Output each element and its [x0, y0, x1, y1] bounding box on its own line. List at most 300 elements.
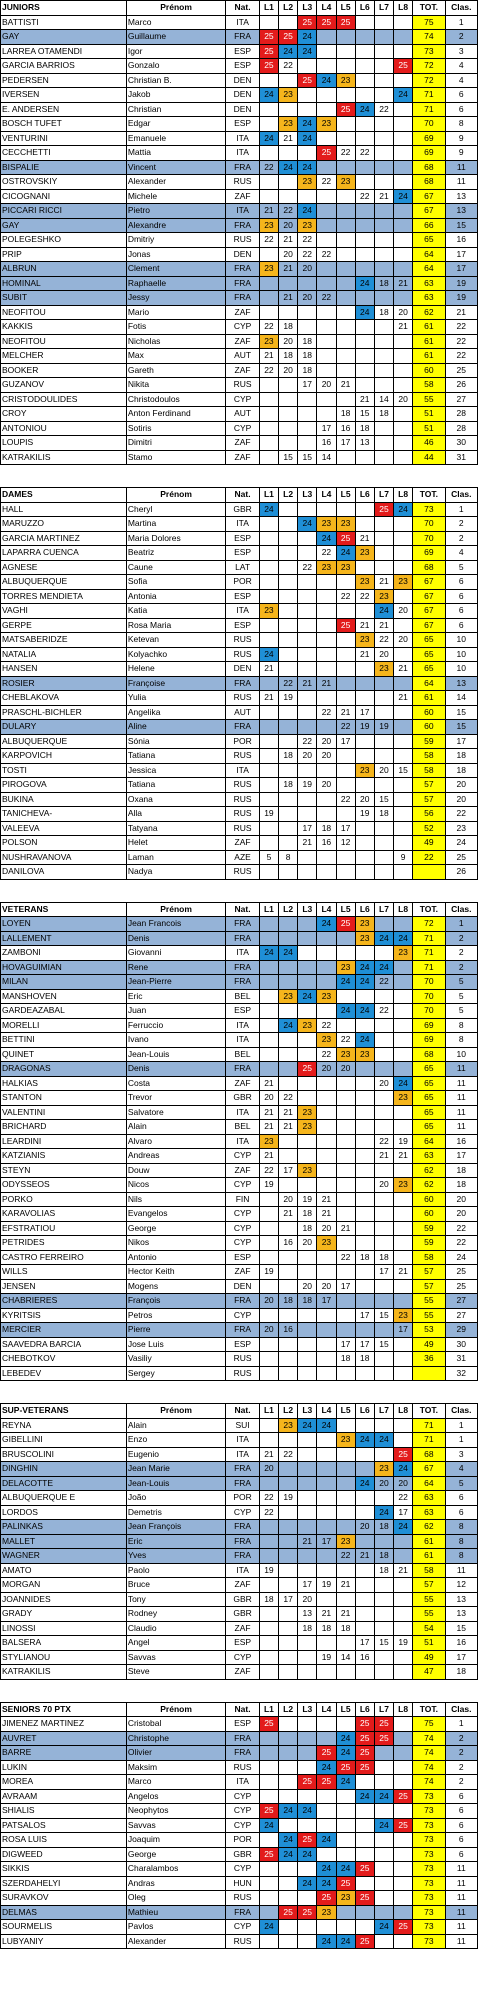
leg-score-cell — [279, 589, 298, 604]
leg-score-cell: 23 — [336, 175, 355, 190]
leg-score-cell — [259, 1775, 278, 1790]
leg-score-cell: 19 — [317, 1650, 336, 1665]
leg-score-cell: 22 — [374, 633, 393, 648]
nationality-cell: RUS — [226, 1760, 260, 1775]
leg-score-cell — [298, 1549, 317, 1564]
leg-score-cell — [394, 917, 413, 932]
rank-cell: 9 — [445, 131, 477, 146]
nationality-cell: ZAF — [226, 836, 260, 851]
leg-score-cell: 21 — [394, 691, 413, 706]
leg-score-cell: 22 — [336, 1549, 355, 1564]
leg-score-cell: 20 — [374, 1476, 393, 1491]
leg-score-cell: 23 — [259, 334, 278, 349]
leg-score-cell: 19 — [259, 1563, 278, 1578]
table-row — [1, 1592, 478, 1607]
leg-score-cell: 24 — [298, 131, 317, 146]
total-cell: 70 — [413, 1004, 445, 1019]
total-cell: 73 — [413, 44, 445, 59]
leg-score-cell — [298, 1563, 317, 1578]
leg-score-cell: 25 — [355, 1731, 374, 1746]
leg-score-cell — [374, 146, 393, 161]
leg-score-cell: 17 — [336, 1337, 355, 1352]
leg-score-cell: 21 — [259, 1120, 278, 1135]
leg-score-cell: 20 — [394, 305, 413, 320]
leg-score-cell: 20 — [317, 1279, 336, 1294]
leg-score-cell — [259, 1862, 278, 1877]
surname-cell: CICOGNANI — [1, 189, 127, 204]
leg-score-cell — [317, 1323, 336, 1338]
leg-score-cell — [336, 807, 355, 822]
leg-score-cell — [298, 276, 317, 291]
leg-score-cell: 22 — [374, 975, 393, 990]
firstname-cell: Oxana — [126, 792, 225, 807]
header-leg: L8 — [394, 488, 413, 503]
table-row — [1, 850, 478, 865]
total-cell: 61 — [413, 1549, 445, 1564]
leg-score-cell — [374, 1607, 393, 1622]
leg-score-cell — [279, 1352, 298, 1367]
rank-cell: 6 — [445, 575, 477, 590]
header-nat: Nat. — [226, 1, 260, 16]
leg-score-cell: 21 — [279, 1120, 298, 1135]
leg-score-cell — [298, 1149, 317, 1164]
leg-score-cell — [374, 531, 393, 546]
header-clas: Clas. — [445, 902, 477, 917]
leg-score-cell: 23 — [298, 1018, 317, 1033]
leg-score-cell: 20 — [394, 604, 413, 619]
leg-score-cell — [374, 160, 393, 175]
leg-score-cell: 21 — [259, 1105, 278, 1120]
total-cell: 64 — [413, 1134, 445, 1149]
leg-score-cell — [336, 160, 355, 175]
leg-score-cell: 21 — [259, 1149, 278, 1164]
firstname-cell: Laman — [126, 850, 225, 865]
section-gap — [0, 1680, 478, 1702]
leg-score-cell — [394, 1418, 413, 1433]
leg-score-cell — [374, 334, 393, 349]
leg-score-cell: 24 — [355, 1033, 374, 1048]
leg-score-cell — [355, 1578, 374, 1593]
leg-score-cell — [298, 946, 317, 961]
rank-cell: 5 — [445, 989, 477, 1004]
total-cell: 63 — [413, 291, 445, 306]
leg-score-cell — [317, 1563, 336, 1578]
surname-cell: NUSHRAVANOVA — [1, 850, 127, 865]
leg-score-cell: 24 — [317, 1934, 336, 1949]
leg-score-cell — [317, 1731, 336, 1746]
leg-score-cell: 24 — [336, 1862, 355, 1877]
leg-score-cell: 25 — [336, 618, 355, 633]
table-row — [1, 1775, 478, 1790]
leg-score-cell — [355, 247, 374, 262]
leg-score-cell — [317, 691, 336, 706]
rank-cell: 12 — [445, 1578, 477, 1593]
surname-cell: PORKO — [1, 1192, 127, 1207]
leg-score-cell: 21 — [298, 676, 317, 691]
firstname-cell: Angelos — [126, 1789, 225, 1804]
header-nat: Nat. — [226, 1404, 260, 1419]
table-row — [1, 450, 478, 465]
total-cell: 75 — [413, 1717, 445, 1732]
rank-cell: 18 — [445, 1665, 477, 1680]
surname-cell: HALKIAS — [1, 1076, 127, 1091]
rank-cell: 8 — [445, 1018, 477, 1033]
firstname-cell: Stamo — [126, 450, 225, 465]
nationality-cell: ITA — [226, 146, 260, 161]
leg-score-cell — [374, 363, 393, 378]
firstname-cell: Claudio — [126, 1621, 225, 1636]
nationality-cell: ESP — [226, 59, 260, 74]
leg-score-cell — [394, 531, 413, 546]
leg-score-cell: 22 — [317, 546, 336, 561]
leg-score-cell — [374, 204, 393, 219]
table-row — [1, 1731, 478, 1746]
leg-score-cell — [279, 1534, 298, 1549]
leg-score-cell — [374, 1221, 393, 1236]
leg-score-cell — [279, 917, 298, 932]
leg-score-cell — [317, 88, 336, 103]
leg-score-cell — [317, 233, 336, 248]
leg-score-cell — [336, 763, 355, 778]
leg-score-cell: 22 — [374, 102, 393, 117]
leg-score-cell — [298, 1091, 317, 1106]
firstname-cell: Douw — [126, 1163, 225, 1178]
rank-cell: 4 — [445, 59, 477, 74]
surname-cell: VALEEVA — [1, 821, 127, 836]
leg-score-cell — [374, 1760, 393, 1775]
leg-score-cell: 21 — [394, 662, 413, 677]
nationality-cell: ESP — [226, 546, 260, 561]
table-row — [1, 604, 478, 619]
table-row — [1, 705, 478, 720]
leg-score-cell: 24 — [279, 1847, 298, 1862]
leg-score-cell — [336, 1665, 355, 1680]
leg-score-cell — [374, 1804, 393, 1819]
leg-score-cell: 24 — [394, 88, 413, 103]
surname-cell: HALL — [1, 502, 127, 517]
surname-cell: PRASCHL-BICHLER — [1, 705, 127, 720]
leg-score-cell: 21 — [298, 1534, 317, 1549]
leg-score-cell — [336, 1366, 355, 1381]
surname-cell: BOOKER — [1, 363, 127, 378]
leg-score-cell — [317, 1505, 336, 1520]
leg-score-cell — [279, 705, 298, 720]
firstname-cell: Fotis — [126, 320, 225, 335]
firstname-cell: Clement — [126, 262, 225, 277]
firstname-cell: Caune — [126, 560, 225, 575]
leg-score-cell: 20 — [298, 262, 317, 277]
surname-cell: MELCHER — [1, 349, 127, 364]
table-row — [1, 1934, 478, 1949]
leg-score-cell — [394, 204, 413, 219]
total-cell: 69 — [413, 546, 445, 561]
leg-score-cell — [259, 1520, 278, 1535]
surname-cell: MOREA — [1, 1775, 127, 1790]
table-row — [1, 1636, 478, 1651]
header-row — [1, 1, 478, 16]
rank-cell: 1 — [445, 1433, 477, 1448]
firstname-cell: Salvatore — [126, 1105, 225, 1120]
nationality-cell: ITA — [226, 1033, 260, 1048]
header-leg: L4 — [317, 1702, 336, 1717]
leg-score-cell: 18 — [355, 1250, 374, 1265]
leg-score-cell: 23 — [298, 175, 317, 190]
leg-score-cell — [336, 1833, 355, 1848]
leg-score-cell — [259, 1789, 278, 1804]
header-leg: L7 — [374, 488, 393, 503]
leg-score-cell — [394, 1862, 413, 1877]
leg-score-cell — [355, 1607, 374, 1622]
table-row — [1, 1621, 478, 1636]
leg-score-cell: 24 — [279, 44, 298, 59]
leg-score-cell: 21 — [259, 1076, 278, 1091]
leg-score-cell — [317, 1592, 336, 1607]
rank-cell: 1 — [445, 1418, 477, 1433]
total-cell: 49 — [413, 836, 445, 851]
leg-score-cell — [279, 1149, 298, 1164]
leg-score-cell — [394, 30, 413, 45]
leg-score-cell: 15 — [355, 407, 374, 422]
rank-cell: 17 — [445, 262, 477, 277]
header-row — [1, 902, 478, 917]
leg-score-cell: 22 — [279, 204, 298, 219]
rank-cell: 1 — [445, 15, 477, 30]
rank-cell: 22 — [445, 807, 477, 822]
leg-score-cell: 12 — [336, 836, 355, 851]
leg-score-cell — [279, 1178, 298, 1193]
table-row — [1, 1847, 478, 1862]
leg-score-cell — [394, 247, 413, 262]
leg-score-cell: 23 — [336, 1433, 355, 1448]
leg-score-cell — [336, 575, 355, 590]
rank-cell: 20 — [445, 792, 477, 807]
rank-cell: 24 — [445, 836, 477, 851]
leg-score-cell — [336, 117, 355, 132]
nationality-cell: RUS — [226, 821, 260, 836]
leg-score-cell: 21 — [317, 1607, 336, 1622]
table-row — [1, 720, 478, 735]
nationality-cell: CYP — [226, 1650, 260, 1665]
leg-score-cell: 21 — [336, 378, 355, 393]
surname-cell: NEOFITOU — [1, 334, 127, 349]
surname-cell: REYNA — [1, 1418, 127, 1433]
leg-score-cell — [279, 1665, 298, 1680]
leg-score-cell: 21 — [259, 1447, 278, 1462]
leg-score-cell — [279, 1563, 298, 1578]
surname-cell: MANSHOVEN — [1, 989, 127, 1004]
leg-score-cell — [298, 975, 317, 990]
table-row — [1, 1076, 478, 1091]
header-leg: L8 — [394, 902, 413, 917]
nationality-cell: RUS — [226, 865, 260, 880]
leg-score-cell — [317, 363, 336, 378]
leg-score-cell — [355, 291, 374, 306]
total-cell: 60 — [413, 363, 445, 378]
leg-score-cell — [336, 1491, 355, 1506]
leg-score-cell — [279, 378, 298, 393]
leg-score-cell — [394, 749, 413, 764]
total-cell: 67 — [413, 575, 445, 590]
surname-cell: KATZIANIS — [1, 1149, 127, 1164]
leg-score-cell: 25 — [355, 1760, 374, 1775]
leg-score-cell — [355, 1665, 374, 1680]
leg-score-cell — [374, 233, 393, 248]
leg-score-cell — [279, 1731, 298, 1746]
nationality-cell: ESP — [226, 1004, 260, 1019]
nationality-cell: RUS — [226, 647, 260, 662]
leg-score-cell — [336, 1804, 355, 1819]
leg-score-cell: 24 — [298, 30, 317, 45]
leg-score-cell — [374, 1192, 393, 1207]
surname-cell: SUBIT — [1, 291, 127, 306]
firstname-cell: Sofia — [126, 575, 225, 590]
leg-score-cell — [317, 946, 336, 961]
rank-cell: 9 — [445, 146, 477, 161]
leg-score-cell — [336, 1717, 355, 1732]
nationality-cell: CYP — [226, 1207, 260, 1222]
leg-score-cell — [336, 247, 355, 262]
leg-score-cell: 25 — [394, 1818, 413, 1833]
leg-score-cell — [355, 1192, 374, 1207]
table-row — [1, 1563, 478, 1578]
category-title: VETERANS — [1, 902, 127, 917]
rank-cell: 2 — [445, 960, 477, 975]
total-cell: 58 — [413, 763, 445, 778]
leg-score-cell — [355, 502, 374, 517]
nationality-cell: ZAF — [226, 363, 260, 378]
surname-cell: SZERDAHELYI — [1, 1876, 127, 1891]
table-row — [1, 1534, 478, 1549]
surname-cell: MARUZZO — [1, 517, 127, 532]
leg-score-cell: 24 — [355, 1004, 374, 1019]
firstname-cell: Jakob — [126, 88, 225, 103]
table-row — [1, 931, 478, 946]
leg-score-cell — [317, 662, 336, 677]
leg-score-cell — [298, 59, 317, 74]
leg-score-cell: 25 — [279, 1905, 298, 1920]
total-cell: 65 — [413, 662, 445, 677]
leg-score-cell — [279, 1636, 298, 1651]
firstname-cell: Jean-Louis — [126, 1476, 225, 1491]
total-cell: 72 — [413, 59, 445, 74]
rank-cell: 5 — [445, 975, 477, 990]
firstname-cell: Cristobal — [126, 1717, 225, 1732]
nationality-cell: ZAF — [226, 1578, 260, 1593]
firstname-cell: Raphaelle — [126, 276, 225, 291]
leg-score-cell — [298, 189, 317, 204]
total-cell: 73 — [413, 1891, 445, 1906]
leg-score-cell — [374, 821, 393, 836]
leg-score-cell — [336, 233, 355, 248]
leg-score-cell — [336, 1789, 355, 1804]
nationality-cell: FRA — [226, 1323, 260, 1338]
leg-score-cell: 17 — [298, 821, 317, 836]
leg-score-cell — [279, 102, 298, 117]
leg-score-cell — [336, 1847, 355, 1862]
leg-score-cell: 24 — [298, 1876, 317, 1891]
rank-cell: 10 — [445, 1047, 477, 1062]
leg-score-cell: 15 — [374, 792, 393, 807]
leg-score-cell: 23 — [355, 1047, 374, 1062]
leg-score-cell: 17 — [298, 378, 317, 393]
header-clas: Clas. — [445, 1404, 477, 1419]
header-leg: L4 — [317, 1, 336, 16]
table-row — [1, 517, 478, 532]
leg-score-cell: 24 — [259, 1920, 278, 1935]
table-row — [1, 560, 478, 575]
nationality-cell: ITA — [226, 1563, 260, 1578]
leg-score-cell — [394, 1534, 413, 1549]
rank-cell: 13 — [445, 189, 477, 204]
leg-score-cell — [374, 1091, 393, 1106]
leg-score-cell — [336, 850, 355, 865]
leg-score-cell — [394, 131, 413, 146]
leg-score-cell — [317, 334, 336, 349]
table-row — [1, 960, 478, 975]
total-cell: 72 — [413, 917, 445, 932]
leg-score-cell: 13 — [355, 436, 374, 451]
leg-score-cell — [279, 1366, 298, 1381]
leg-score-cell — [259, 1607, 278, 1622]
leg-score-cell: 23 — [259, 1134, 278, 1149]
total-cell: 74 — [413, 1775, 445, 1790]
leg-score-cell — [259, 1891, 278, 1906]
surname-cell: CASTRO FERREIRO — [1, 1250, 127, 1265]
rank-cell: 2 — [445, 1775, 477, 1790]
nationality-cell: CYP — [226, 1804, 260, 1819]
leg-score-cell — [336, 502, 355, 517]
nationality-cell: ESP — [226, 1250, 260, 1265]
leg-score-cell: 20 — [394, 1476, 413, 1491]
header-tot: TOT. — [413, 1404, 445, 1419]
leg-score-cell: 22 — [336, 792, 355, 807]
leg-score-cell — [355, 117, 374, 132]
leg-score-cell — [374, 560, 393, 575]
leg-score-cell: 22 — [259, 1163, 278, 1178]
leg-score-cell: 21 — [298, 836, 317, 851]
header-leg: L5 — [336, 1404, 355, 1419]
leg-score-cell — [279, 1134, 298, 1149]
section-gap — [0, 465, 478, 487]
leg-score-cell — [298, 1520, 317, 1535]
leg-score-cell — [259, 821, 278, 836]
leg-score-cell — [298, 604, 317, 619]
leg-score-cell — [394, 160, 413, 175]
leg-score-cell: 23 — [317, 517, 336, 532]
surname-cell: DRAGONAS — [1, 1062, 127, 1077]
leg-score-cell: 21 — [355, 647, 374, 662]
leg-score-cell — [317, 407, 336, 422]
total-cell: 65 — [413, 647, 445, 662]
leg-score-cell — [336, 1294, 355, 1309]
leg-score-cell — [336, 1236, 355, 1251]
table-row — [1, 1876, 478, 1891]
header-tot: TOT. — [413, 1702, 445, 1717]
leg-score-cell — [355, 1163, 374, 1178]
leg-score-cell — [259, 560, 278, 575]
leg-score-cell — [374, 1033, 393, 1048]
leg-score-cell — [374, 546, 393, 561]
surname-cell: KARAVOLIAS — [1, 1207, 127, 1222]
leg-score-cell — [259, 1934, 278, 1949]
surname-cell: CECCHETTI — [1, 146, 127, 161]
leg-score-cell: 22 — [317, 175, 336, 190]
leg-score-cell — [355, 662, 374, 677]
table-row — [1, 691, 478, 706]
surname-cell: AVRAAM — [1, 1789, 127, 1804]
leg-score-cell: 21 — [336, 705, 355, 720]
firstname-cell: Tatiana — [126, 778, 225, 793]
